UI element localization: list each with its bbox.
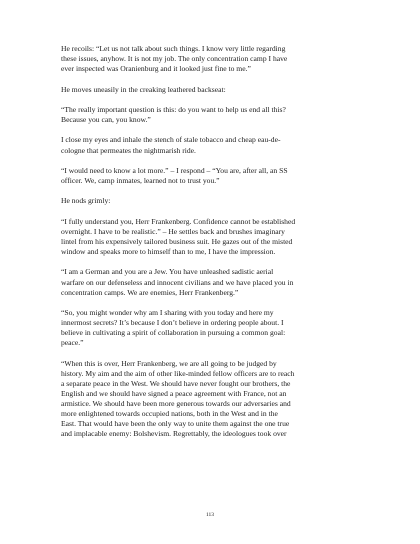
paragraph: He moves uneasily in the creaking leathered backseat: <box>61 84 226 94</box>
paragraph: “I am a German and you are a Jew. You have unleashed sadistic aerial warfare on our defenseless and innocent civilians and we have placed you in concentration camps. We are enemies, Herr Frankenberg.” <box>61 267 294 297</box>
body-text <box>61 44 381 450</box>
paragraph: I close my eyes and inhale the stench of stale tobacco and cheap eau-de- cologne that permeates the nightmarish ride. <box>61 135 281 155</box>
paragraph: “I fully understand you, Herr Frankenberg. Confidence cannot be established overnight. I have to be realistic.” – He settles back and brushes imaginary lintel from his expensively tailored business suit. He gazes out of the misted window and speaks more to himself than to me, I have the impression. <box>61 216 296 257</box>
paragraph: He nods grimly: <box>61 196 111 206</box>
paragraph: “So, you might wonder why am I sharing with you today and here my innermost secrets? It’s because I don’t believe in ordering people about. I believe in cultivating a spirit of collaboration in pursuing a common goal: peace.” <box>61 308 286 348</box>
paragraph: He recoils: “Let us not talk about such things. I know very little regarding these issues, anyhow. It is not my job. The only concentration camp I have ever inspected was Oranienburg and it looked just fine to me.” <box>61 44 288 74</box>
paragraph: “The really important question is this: do you want to help us end all this? Because you can, you know.” <box>61 104 286 125</box>
paragraph: “When this is over, Herr Frankenberg, we are all going to be judged by history. My aim and the aim of other like-minded fellow officers are to reach a separate peace in the West. We should have never fought our brothers, the English and we should have signed a peace agreement with France, not an armistice. We should have been more generous towards our adversaries and more enlightened towards occupied nations, both in the West and in the East. That would have been the only way to unite them against the one true and implacable enemy: Bolshevism. Regrettably, the ideologues took over <box>61 358 295 439</box>
paragraph: “I would need to know a lot more.” – I respond – “You are, after all, an SS officer. We, camp inmates, learned not to trust you.” <box>61 165 288 186</box>
page-number: 113 <box>205 512 215 518</box>
